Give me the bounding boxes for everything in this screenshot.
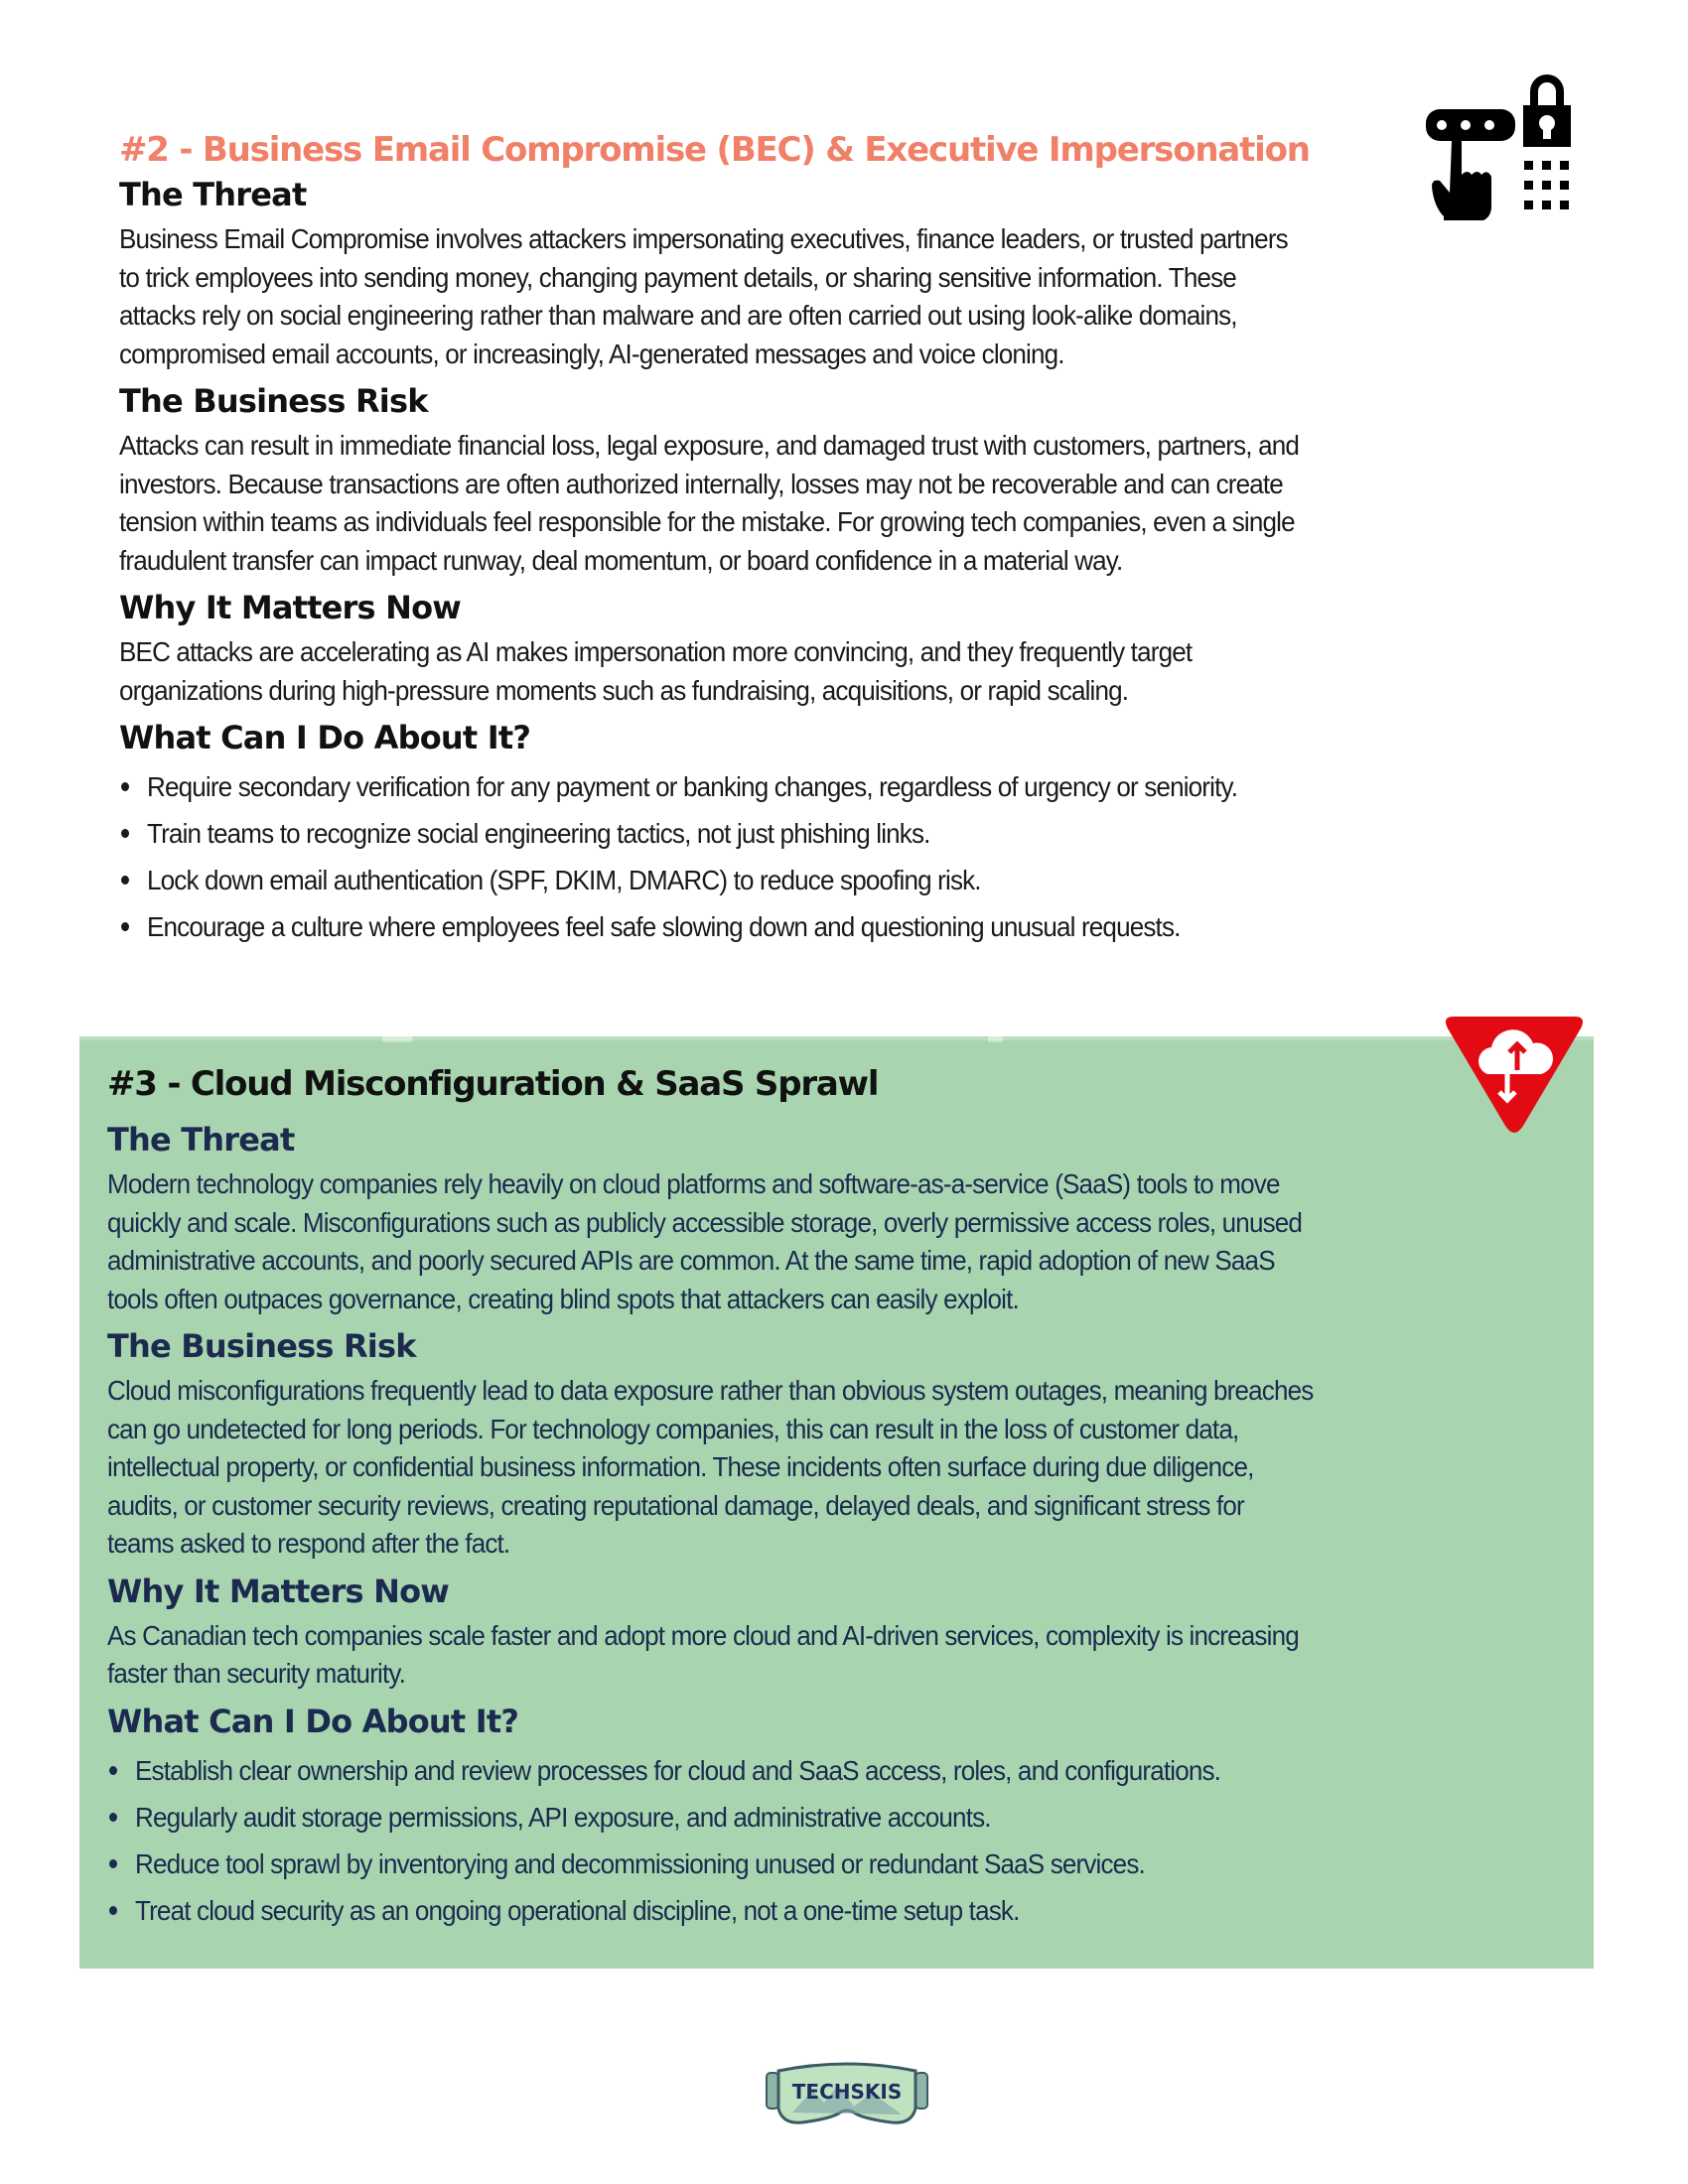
text-line: Business Email Compromise involves attackers impersonating executives, finance leaders, or trusted partners (119, 223, 1288, 254)
text-line: BEC attacks are accelerating as AI makes impersonation more convincing, and they frequently target (119, 636, 1193, 667)
why-now-paragraph (107, 1617, 1474, 1694)
threat-heading: The Threat (107, 1121, 295, 1159)
bullet-icon (109, 1859, 117, 1868)
list-item (107, 1794, 1577, 1841)
text-line: administrative accounts, and poorly secured APIs are common. At the same time, rapid adoption of new SaaS (107, 1245, 1275, 1276)
list-item (119, 857, 1569, 903)
bullet-icon (109, 1766, 117, 1775)
list-item (119, 763, 1569, 810)
list-item (107, 1887, 1577, 1934)
section-title: #3 - Cloud Misconfiguration & SaaS Sprawl (107, 1064, 879, 1104)
text-line: tools often outpaces governance, creating blind spots that attackers can easily exploit. (107, 1283, 1019, 1314)
text-line: Attacks can result in immediate financial loss, legal exposure, and damaged trust with customers, partners, and (119, 430, 1300, 461)
threat-paragraph (119, 220, 1468, 373)
list-item-text: Treat cloud security as an ongoing operational discipline, not a one-time setup task. (135, 1894, 1020, 1926)
text-line: teams asked to respond after the fact. (107, 1528, 510, 1559)
risk-paragraph (107, 1372, 1474, 1564)
text-line: fraudulent transfer can impact runway, deal momentum, or board confidence in a material way. (119, 544, 1123, 576)
actions-list (119, 763, 1569, 950)
bullet-icon (121, 829, 129, 838)
bullet-icon (121, 876, 129, 885)
bullet-icon (121, 922, 129, 931)
risk-heading: The Business Risk (119, 382, 428, 420)
list-item (119, 903, 1569, 950)
text-line: attacks rely on social engineering rather than malware and are often carried out using look-alike domains, (119, 300, 1237, 331)
list-item-text: Establish clear ownership and review processes for cloud and SaaS access, roles, and configurations. (135, 1754, 1221, 1786)
text-line: As Canadian tech companies scale faster and adopt more cloud and AI-driven services, complexity is increasing (107, 1619, 1299, 1651)
text-line: compromised email accounts, or increasingly, AI-generated messages and voice cloning. (119, 338, 1064, 369)
text-line: Cloud misconfigurations frequently lead to data exposure rather than obvious system outages, meaning breaches (107, 1375, 1314, 1406)
section-bec (119, 127, 1569, 950)
text-line: faster than security maturity. (107, 1658, 406, 1689)
logo-text: TECHSKIS (791, 2080, 903, 2104)
text-line: audits, or customer security reviews, creating reputational damage, delayed deals, and significant stress for (107, 1489, 1244, 1521)
threat-paragraph (107, 1165, 1474, 1318)
text-line: quickly and scale. Misconfigurations such as publicly accessible storage, overly permissive access roles, unused (107, 1206, 1303, 1238)
techskis-logo (763, 2055, 931, 2129)
why-now-heading: Why It Matters Now (107, 1571, 450, 1610)
text-line: Modern technology companies rely heavily on cloud platforms and software-as-a-service (SaaS) tools to move (107, 1168, 1280, 1199)
actions-heading: What Can I Do About It? (119, 719, 531, 756)
list-item-text: Encourage a culture where employees feel safe slowing down and questioning unusual requests. (147, 911, 1181, 942)
actions-heading: What Can I Do About It? (107, 1702, 519, 1740)
text-line: organizations during high-pressure moments such as fundraising, acquisitions, or rapid scaling. (119, 674, 1129, 706)
why-now-heading: Why It Matters Now (119, 589, 462, 626)
risk-heading: The Business Risk (107, 1327, 416, 1365)
text-line: intellectual property, or confidential business information. These incidents often surface during due diligence, (107, 1451, 1254, 1482)
bullet-icon (109, 1813, 117, 1822)
list-item-text: Train teams to recognize social engineering tactics, not just phishing links. (147, 818, 930, 849)
section-title: #2 - Business Email Compromise (BEC) & Executive Impersonation (119, 130, 1310, 170)
list-item-text: Reduce tool sprawl by inventorying and decommissioning unused or redundant SaaS services. (135, 1847, 1145, 1879)
bullet-icon (109, 1906, 117, 1915)
why-now-paragraph (119, 633, 1468, 710)
text-line: tension within teams as individuals feel responsible for the mistake. For growing tech companies, even a single (119, 506, 1295, 537)
list-item (107, 1841, 1577, 1887)
list-item (119, 810, 1569, 857)
list-item-text: Regularly audit storage permissions, API exposure, and administrative accounts. (135, 1801, 991, 1833)
list-item (107, 1747, 1577, 1794)
text-line: investors. Because transactions are often authorized internally, losses may not be recoverable and can create (119, 468, 1283, 499)
section-cloud (107, 1058, 1577, 1934)
bullet-icon (121, 782, 129, 791)
actions-list (107, 1747, 1577, 1934)
risk-paragraph (119, 427, 1468, 580)
list-item-text: Require secondary verification for any payment or banking changes, regardless of urgency or seniority. (147, 771, 1238, 802)
text-line: can go undetected for long periods. For technology companies, this can result in the loss of customer data, (107, 1413, 1239, 1444)
threat-heading: The Threat (119, 176, 307, 213)
list-item-text: Lock down email authentication (SPF, DKIM, DMARC) to reduce spoofing risk. (147, 865, 981, 895)
text-line: to trick employees into sending money, changing payment details, or sharing sensitive information. These (119, 261, 1236, 293)
